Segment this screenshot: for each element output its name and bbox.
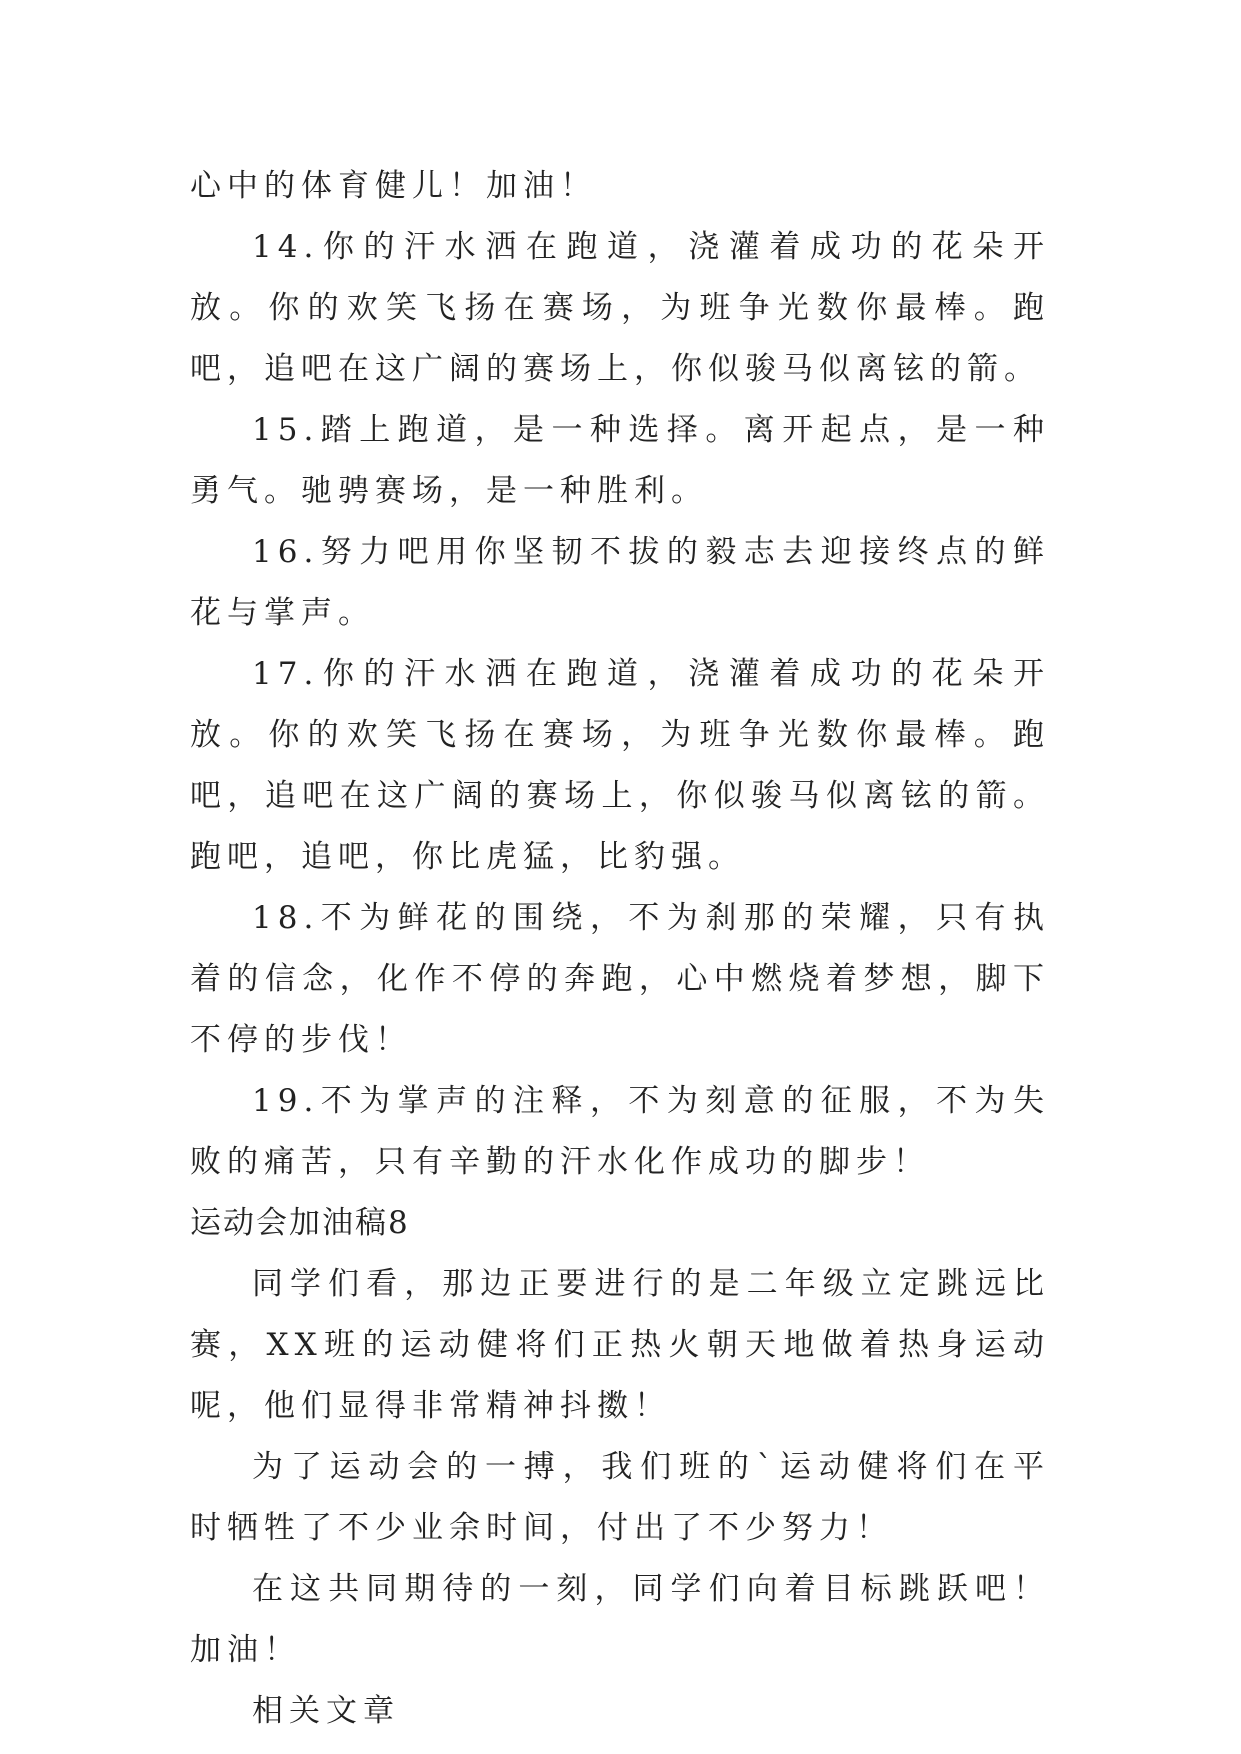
paragraph-cheer: 在这共同期待的一刻，同学们向着目标跳跃吧！加油！ [190, 1571, 1050, 1668]
paragraph-long-jump: 同学们看，那边正要进行的是二年级立定跳远比赛，XX班的运动健将们正热火朝天地做着热身运动呢，他们显得非常精神抖擞！ [190, 1266, 1050, 1424]
paragraph-item-17: 17.你的汗水洒在跑道，浇灌着成功的花朵开放。你的欢笑飞扬在赛场，为班争光数你最棒。跑吧，追吧在这广阔的赛场上，你似骏马似离铉的箭。跑吧，追吧，你比虎猛，比豹强。 [190, 656, 1050, 875]
paragraph-item-19: 19.不为掌声的注释，不为刻意的征服，不为失败的痛苦，只有辛勤的汗水化作成功的脚步！ [190, 1083, 1050, 1180]
paragraph-item-14: 14.你的汗水洒在跑道，浇灌着成功的花朵开放。你的欢笑飞扬在赛场，为班争光数你最棒。跑吧，追吧在这广阔的赛场上，你似骏马似离铉的箭。 [190, 229, 1050, 387]
paragraph-sacrifice: 为了运动会的一搏，我们班的`运动健将们在平时牺牲了不少业余时间，付出了不少努力！ [190, 1449, 1050, 1546]
paragraph-item-16: 16.努力吧用你坚韧不拔的毅志去迎接终点的鲜花与掌声。 [190, 534, 1050, 631]
document-body [190, 156, 1050, 1742]
section-heading: 运动会加油稿8 [190, 1205, 410, 1241]
paragraph-continuation: 心中的体育健儿！加油！ [190, 168, 597, 204]
paragraph-item-15: 15.踏上跑道，是一种选择。离开起点，是一种勇气。驰骋赛场，是一种胜利。 [190, 412, 1050, 509]
paragraph-item-18: 18.不为鲜花的围绕，不为刹那的荣耀，只有执着的信念，化作不停的奔跑，心中燃烧着梦想，脚下不停的步伐！ [190, 900, 1050, 1058]
related-articles-link[interactable]: 相关文章 [252, 1693, 400, 1729]
